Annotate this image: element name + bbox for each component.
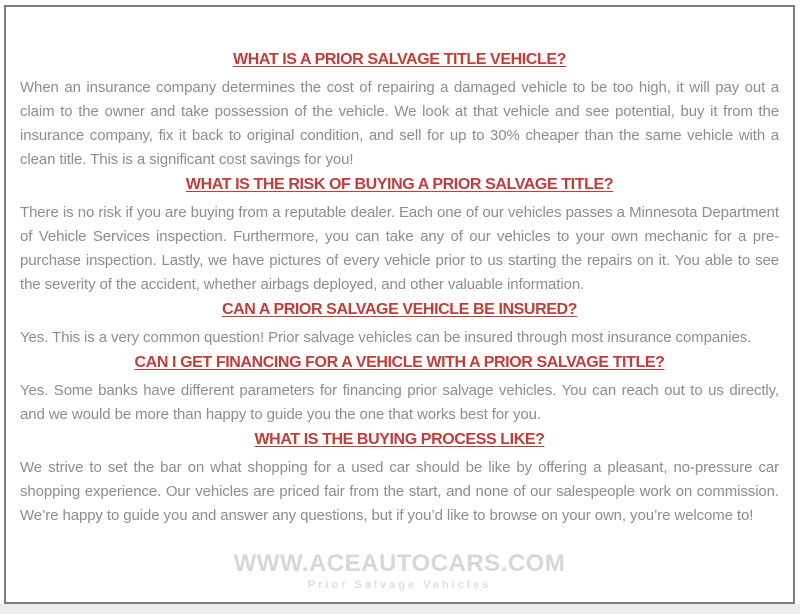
faq-question-5: WHAT IS THE BUYING PROCESS LIKE? [254, 431, 545, 448]
tagline-watermark: Prior Salvage Vehicles [307, 579, 492, 591]
faq-answer-1: When an insurance company determines the cost of repairing a damaged vehicle to be too high, it will pay out a claim to the owner and take possession of the vehicle. We look at that vehicle and see potential, buy it from the insurance company, fix it back to original condition, and sell for up to 30% cheaper than the same vehicle with a clean title. This is a significant cost savings for you! [20, 79, 779, 168]
faq-question-3: CAN A PRIOR SALVAGE VEHICLE BE INSURED? [221, 301, 578, 318]
faq-answer-4: Yes. Some banks have different parameters for financing prior salvage vehicles. You can reach out to us directly, and we would be more than happy to guide you the one that works best for you. [20, 382, 779, 423]
faq-section-insurance [20, 301, 779, 350]
faq-section-risk-of-buying [20, 176, 779, 297]
faq-question-1: WHAT IS A PRIOR SALVAGE TITLE VEHICLE? [233, 51, 566, 68]
faq-document-frame [4, 5, 795, 604]
faq-question-4: CAN I GET FINANCING FOR A VEHICLE WITH A PRIOR SALVAGE TITLE? [134, 354, 665, 371]
faq-answer-2: There is no risk if you are buying from a reputable dealer. Each one of our vehicles passes a Minnesota Department of Vehicle Services inspection. Furthermore, you can take any of our vehicles to your own mechanic for a pre-purchase inspection. Lastly, we have pictures of every vehicle prior to us starting the repairs on it. You able to see the severity of the accident, whether airbags deployed, and other valuable information. [20, 204, 779, 293]
page-bottom-margin [0, 604, 800, 614]
faq-section-prior-salvage-definition [20, 51, 779, 172]
faq-answer-5: We strive to set the bar on what shopping for a used car should be like by offering a pleasant, no-pressure car shopping experience. Our vehicles are priced fair from the start, and none of our salespeople work on commission. We’re happy to guide you and answer any questions, but if you’d like to browse on your own, you’re welcome to! [20, 459, 779, 524]
watermark-footer [20, 552, 779, 591]
website-url-watermark: WWW.ACEAUTOCARS.COM [233, 550, 566, 577]
faq-section-buying-process [20, 431, 779, 528]
faq-question-2: WHAT IS THE RISK OF BUYING A PRIOR SALVAGE TITLE? [185, 176, 614, 193]
faq-section-financing [20, 354, 779, 427]
faq-answer-3: Yes. This is a very common question! Prior salvage vehicles can be insured through most insurance companies. [20, 329, 752, 346]
